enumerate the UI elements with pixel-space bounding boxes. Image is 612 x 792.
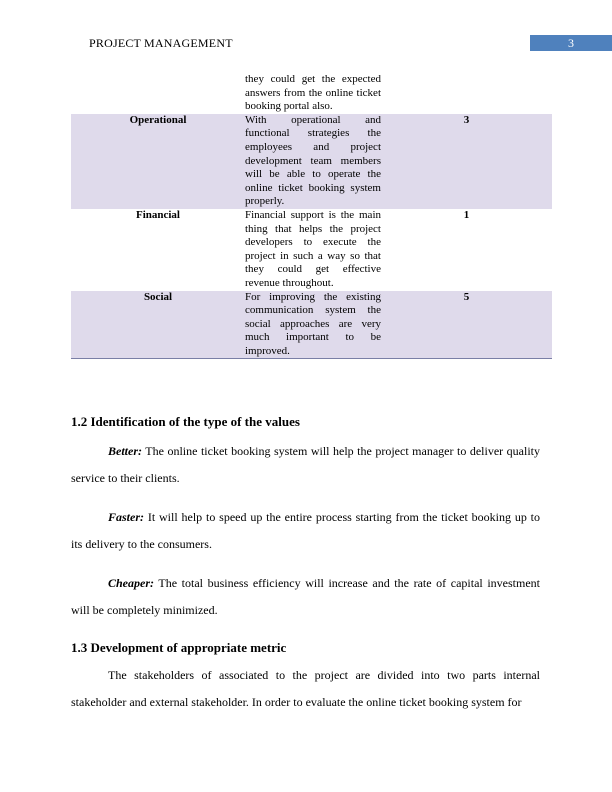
evaluation-table: [71, 73, 552, 359]
table-cell-category: Financial: [135, 208, 180, 221]
table-cell-category: [71, 73, 245, 114]
table-cell-description: With operational and functional strategies the employees and project development team members will be able to operate the online ticket booking system properly.: [245, 113, 381, 208]
table-row: [71, 291, 552, 359]
table-cell-description: For improving the existing communication system the social approaches are very much important to be improved.: [245, 291, 381, 359]
page-number-badge: 3: [530, 35, 612, 51]
section-1-2-body: [71, 438, 540, 624]
table-cell-category: Social: [71, 291, 245, 359]
table-row: [71, 209, 552, 291]
running-header-title: PROJECT MANAGEMENT: [89, 36, 233, 50]
value-label: Better:: [108, 444, 142, 458]
table-cell-score: 1: [463, 208, 470, 221]
value-label: Cheaper:: [108, 576, 154, 590]
value-text: The total business efficiency will increase and the rate of capital investment will be completely minimized.: [71, 576, 540, 617]
value-text: The online ticket booking system will help the project manager to deliver quality service to their clients.: [71, 444, 540, 485]
section-1-3-body: [71, 662, 540, 716]
table-cell-score: 5: [381, 291, 552, 359]
section-1-3-paragraph: The stakeholders of associated to the project are divided into two parts internal stakeholder and external stakeholder. In order to evaluate the online ticket booking system for: [71, 668, 540, 709]
table-cell-description: they could get the expected answers from the online ticket booking portal also.: [245, 73, 381, 113]
table-cell-score: 3: [381, 114, 552, 209]
section-heading-1-3: 1.3 Development of appropriate metric: [71, 640, 287, 655]
value-item-faster: [71, 504, 540, 558]
value-item-better: [71, 438, 540, 492]
table-row: [71, 114, 552, 209]
table-cell-score: [381, 73, 552, 114]
table-cell-category: Operational: [71, 114, 245, 209]
table-row: [71, 73, 552, 114]
table-cell-description: Financial support is the main thing that helps the project developers to execute the project in such a way so that they could get effective revenue throughout.: [245, 208, 381, 289]
value-text: It will help to speed up the entire process starting from the ticket booking up to its delivery to the consumers.: [71, 510, 540, 551]
section-heading-1-2: 1.2 Identification of the type of the values: [71, 414, 300, 429]
value-label: Faster:: [108, 510, 144, 524]
value-item-cheaper: [71, 570, 540, 624]
